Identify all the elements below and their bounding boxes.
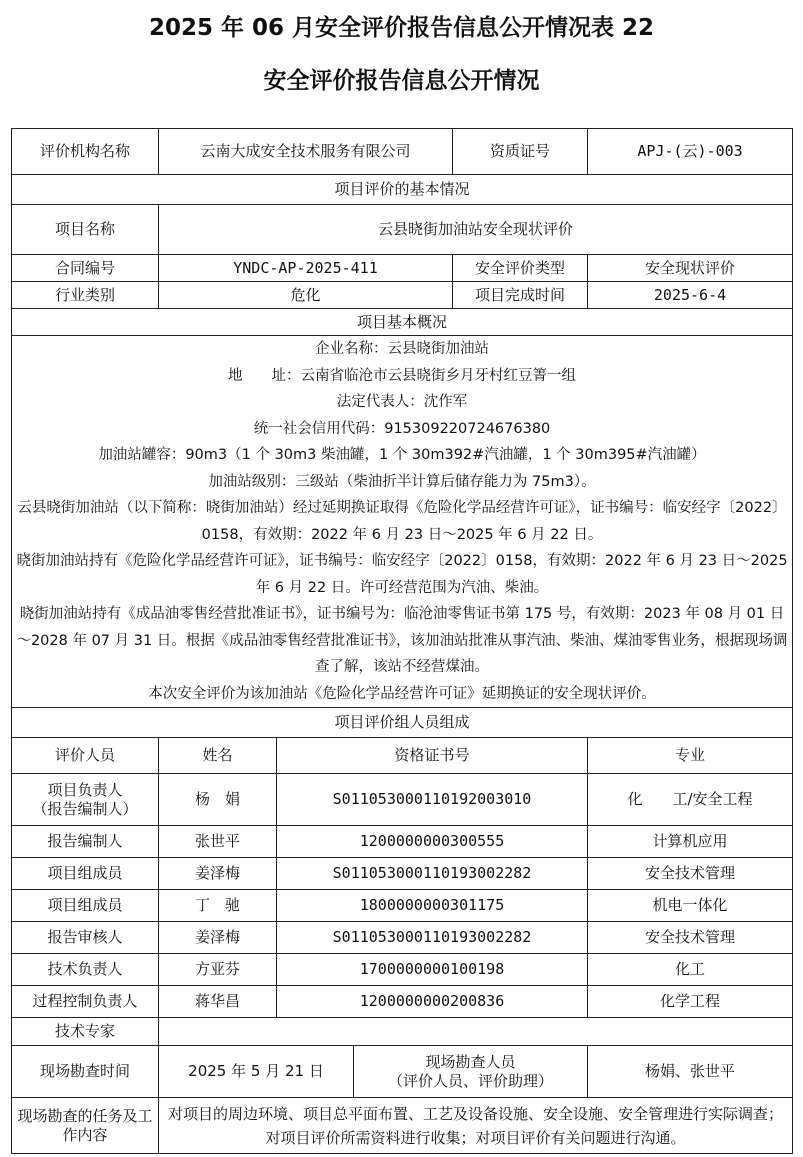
- team-role-line: 项目负责人: [47, 780, 123, 799]
- team-name: 姜泽梅: [159, 858, 277, 890]
- team-cert: 1800000000301175: [277, 890, 588, 922]
- team-role: [12, 774, 159, 826]
- expert-row: [12, 1018, 793, 1046]
- team-major: 安全技术管理: [588, 858, 793, 890]
- document-title: 2025 年 06 月安全评价报告信息公开情况表 22: [148, 15, 655, 41]
- project-name-row: [12, 205, 793, 255]
- team-role-line: （报告编制人）: [32, 799, 138, 818]
- team-header-cert: 资格证书号: [277, 738, 588, 774]
- team-major: 机电一体化: [588, 890, 793, 922]
- team-major: 化工: [588, 954, 793, 986]
- org-row: [12, 129, 793, 175]
- task-row: [12, 1098, 793, 1154]
- team-row: [12, 922, 793, 954]
- team-major: 安全技术管理: [588, 922, 793, 954]
- industry-label: 行业类别: [12, 282, 159, 309]
- cert-value: APJ-(云)-003: [588, 129, 793, 175]
- overview-body: [12, 336, 793, 708]
- task-label: 现场勘查的任务及工作内容: [12, 1098, 159, 1154]
- team-name: 蒋华昌: [159, 986, 277, 1018]
- contract-row: [12, 255, 793, 282]
- overview-line: 晓街加油站持有《危险化学品经营许可证》，证书编号：临安经字〔2022〕0158，有效期：2022 年 6 月 23 日～2025 年 6 月 22 日。许可经营范围为汽油、柴油。: [16, 553, 788, 596]
- team-major: 化 工/安全工程: [588, 774, 793, 826]
- overview-line: 法定代表人：沈作军: [336, 394, 468, 410]
- task-value: 对项目的周边环境、项目总平面布置、工艺及设备设施、安全设施、安全管理进行实际调查；对项目评价所需资料进行收集；对项目评价有关问题进行沟通。: [159, 1098, 793, 1154]
- site-staff-label-line: 现场勘查人员: [425, 1052, 516, 1071]
- team-row: [12, 986, 793, 1018]
- site-staff-value: 杨娟、张世平: [588, 1046, 793, 1098]
- disclosure-table: [11, 128, 793, 1154]
- team-cert: S011053000110193002282: [277, 858, 588, 890]
- team-section-title: 项目评价组人员组成: [12, 708, 793, 738]
- site-time-value: 2025 年 5 月 21 日: [159, 1046, 354, 1098]
- team-role: 项目组成员: [12, 890, 159, 922]
- team-major: 化学工程: [588, 986, 793, 1018]
- team-name: 姜泽梅: [159, 922, 277, 954]
- team-header-major: 专业: [588, 738, 793, 774]
- cert-label: 资质证号: [453, 129, 588, 175]
- completion-label: 项目完成时间: [453, 282, 588, 309]
- site-staff-label-line: （评价人员、评价助理）: [388, 1071, 554, 1090]
- team-cert: 1200000000300555: [277, 826, 588, 858]
- team-row: [12, 826, 793, 858]
- team-row: [12, 890, 793, 922]
- overview-line: 企业名称：云县晓街加油站: [315, 341, 489, 357]
- overview-section-title: 项目基本概况: [12, 309, 793, 336]
- basic-section-title: 项目评价的基本情况: [12, 175, 793, 205]
- project-name-label: 项目名称: [12, 205, 159, 255]
- industry-value: 危化: [159, 282, 453, 309]
- site-time-label: 现场勘查时间: [12, 1046, 159, 1098]
- team-major: 计算机应用: [588, 826, 793, 858]
- team-name: 杨 娟: [159, 774, 277, 826]
- team-cert: 1700000000100198: [277, 954, 588, 986]
- team-role: 过程控制负责人: [12, 986, 159, 1018]
- team-cert: S011053000110192003010: [277, 774, 588, 826]
- site-row: [12, 1046, 793, 1098]
- team-header-role: 评价人员: [12, 738, 159, 774]
- overview-line: 地 址：云南省临沧市云县晓街乡月牙村红豆箐一组: [228, 367, 576, 384]
- overview-line: 统一社会信用代码：915309220724676380: [253, 420, 551, 437]
- overview-line: 加油站级别：三级站（柴油折半计算后储存能力为 75m3）。: [208, 473, 596, 490]
- overview-line: 本次安全评价为该加油站《危险化学品经营许可证》延期换证的安全现状评价。: [148, 685, 656, 702]
- expert-label: 技术专家: [12, 1018, 159, 1046]
- team-cert: 1200000000200836: [277, 986, 588, 1018]
- team-role: 报告编制人: [12, 826, 159, 858]
- team-role: 报告审核人: [12, 922, 159, 954]
- team-header-row: [12, 738, 793, 774]
- contract-value: YNDC-AP-2025-411: [159, 255, 453, 282]
- overview-line: 云县晓街加油站（以下简称：晓街加油站）经过延期换证取得《危险化学品经营许可证》，证书编号：临安经字〔2022〕0158，有效期：2022 年 6 月 23 日～2025 年 6 月 22 日。: [17, 500, 787, 543]
- team-role: 技术负责人: [12, 954, 159, 986]
- team-row: [12, 858, 793, 890]
- org-name-value: 云南大成安全技术服务有限公司: [159, 129, 453, 175]
- overview-line: 加油站罐容：90m3（1 个 30m3 柴油罐，1 个 30m392#汽油罐，1 个 30m395#汽油罐）: [98, 447, 706, 463]
- team-row: [12, 954, 793, 986]
- team-name: 张世平: [159, 826, 277, 858]
- org-name-label: 评价机构名称: [12, 129, 159, 175]
- team-name: 丁 驰: [159, 890, 277, 922]
- expert-value: [159, 1018, 793, 1046]
- team-cert: S011053000110193002282: [277, 922, 588, 954]
- team-header-name: 姓名: [159, 738, 277, 774]
- team-row: [12, 774, 793, 826]
- eval-type-label: 安全评价类型: [453, 255, 588, 282]
- industry-row: [12, 282, 793, 309]
- site-staff-label: [354, 1046, 588, 1098]
- completion-value: 2025-6-4: [588, 282, 793, 309]
- team-role: 项目组成员: [12, 858, 159, 890]
- overview-line: 晓街加油站持有《成品油零售经营批准证书》，证书编号为：临沧油零售证书第 175 号，有效期：2023 年 08 月 01 日～2028 年 07 月 31 日。根据《成品油零售经营批准证书》，该加油站批准从事汽油、柴油、煤油零售业务，根据现场调查了解，该站不经营煤油。: [16, 606, 788, 675]
- team-name: 方亚芬: [159, 954, 277, 986]
- document-subtitle: 安全评价报告信息公开情况: [263, 68, 540, 94]
- project-name-value: 云县晓街加油站安全现状评价: [159, 205, 793, 255]
- contract-label: 合同编号: [12, 255, 159, 282]
- eval-type-value: 安全现状评价: [588, 255, 793, 282]
